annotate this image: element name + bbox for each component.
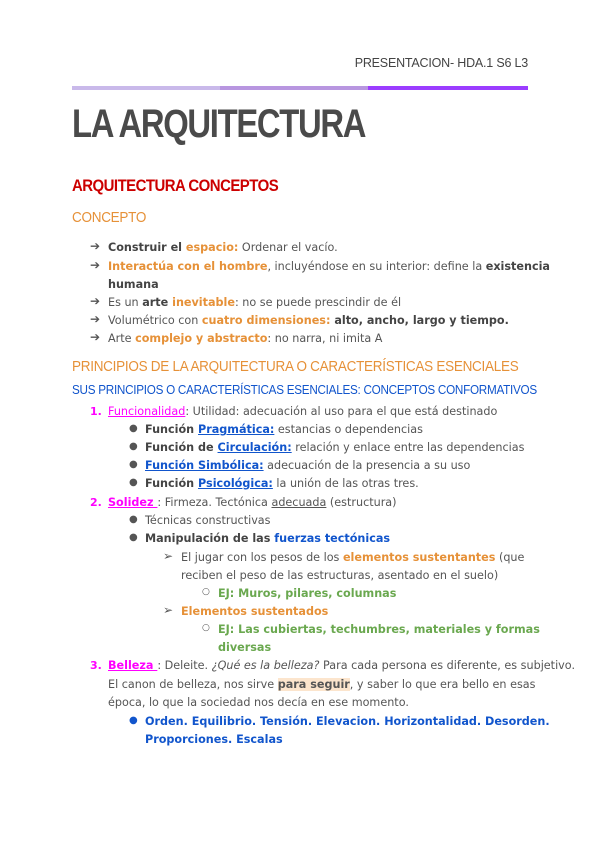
arrowhead-bullet-icon: ➢	[163, 603, 174, 617]
item-term: Orden. Equilibrio. Tensión. Elevacion. Horizontalidad. Desorden.	[145, 715, 550, 728]
header-label: PRESENTACION- HDA.1 S6 L3	[354, 56, 528, 70]
item-text: la unión de las otras tres.	[272, 477, 419, 490]
highlighted-text: para seguir	[277, 678, 350, 691]
item-bold: Función de	[145, 441, 218, 454]
term-belleza: Belleza	[108, 659, 158, 672]
list-item	[108, 330, 382, 348]
item-term: Circulación:	[217, 441, 292, 454]
item-bold: humana	[108, 278, 159, 291]
item-highlight: espacio:	[185, 241, 239, 254]
list-item-continuation: reciben el peso de las estructuras, asentado en el suelo)	[181, 569, 499, 582]
arrow-bullet-icon: ➔	[90, 312, 101, 326]
list-item	[108, 403, 497, 421]
list-number: 3.	[90, 659, 102, 672]
bullet-icon: ●	[129, 514, 138, 525]
arrowhead-bullet-icon: ➢	[163, 549, 174, 563]
list-item	[145, 421, 423, 439]
item-highlight: Elementos sustentados	[181, 605, 329, 618]
item-text: adecuación de la presencia a su uso	[263, 459, 471, 472]
list-item	[145, 530, 390, 548]
item-bold: Manipulación de las	[145, 532, 275, 545]
list-item: Técnicas constructivas	[145, 514, 271, 527]
item-term: Pragmática:	[198, 423, 275, 436]
item-text: relación y enlace entre las dependencias	[291, 441, 525, 454]
list-item-continuation	[108, 276, 159, 294]
item-highlight: elementos sustentantes	[342, 551, 496, 564]
bullet-icon: ●	[129, 477, 138, 488]
header-bar-1	[72, 86, 220, 90]
list-number: 1.	[90, 405, 102, 418]
page-title: LA ARQUITECTURA	[72, 102, 366, 146]
item-italic: ¿Qué es la belleza?	[211, 659, 320, 672]
list-item-continuation	[108, 676, 535, 694]
list-item	[108, 239, 338, 257]
arrow-bullet-icon: ➔	[90, 294, 101, 308]
list-number: 2.	[90, 496, 102, 509]
header-bar-3	[368, 86, 528, 90]
circle-bullet-icon: ○	[202, 623, 210, 633]
item-text: El jugar con los pesos de los	[181, 551, 343, 564]
list-item	[108, 657, 575, 675]
item-text: Ordenar el vacío.	[238, 241, 338, 254]
item-text: : no narra, ni imita A	[267, 332, 383, 345]
item-text: Volumétrico con	[108, 314, 202, 327]
item-text: adecuada	[271, 496, 327, 509]
list-item	[108, 312, 509, 330]
item-bold: alto, ancho, largo y tiempo.	[330, 314, 509, 327]
example-text: EJ: Muros, pilares, columnas	[218, 587, 397, 600]
item-highlight: Interactúa con el hombre	[108, 260, 268, 273]
item-text: El canon de belleza, nos sirve	[108, 678, 278, 691]
arrow-bullet-icon: ➔	[90, 330, 101, 344]
item-bold: Función	[145, 477, 199, 490]
item-text: Es un	[108, 296, 143, 309]
bullet-icon: ●	[129, 715, 138, 726]
list-item	[181, 603, 328, 621]
item-term: Proporciones. Escalas	[145, 733, 283, 746]
header-bar-2	[220, 86, 368, 90]
item-bold: arte	[142, 296, 173, 309]
list-item	[108, 294, 401, 312]
item-highlight: inevitable	[172, 296, 235, 309]
concepto-heading: CONCEPTO	[72, 209, 147, 226]
list-item	[145, 457, 470, 475]
list-item	[218, 585, 396, 603]
list-item	[145, 713, 550, 731]
item-term: Función Simbólica:	[145, 459, 264, 472]
item-text: : Utilidad: adecuación al uso para el que está destinado	[185, 405, 498, 418]
list-item	[218, 621, 540, 639]
item-text: Arte	[108, 332, 136, 345]
section-title: ARQUITECTURA CONCEPTOS	[72, 176, 279, 195]
item-highlight: cuatro dimensiones:	[201, 314, 331, 327]
item-bold: existencia	[485, 260, 550, 273]
item-term: fuerzas tectónicas	[274, 532, 391, 545]
example-text: EJ: Las cubiertas, techumbres, materiales y formas	[218, 623, 540, 636]
item-bold: Función	[145, 423, 199, 436]
list-item	[181, 549, 524, 567]
bullet-icon: ●	[129, 459, 138, 470]
example-text: diversas	[218, 641, 272, 654]
item-text: Construir el	[108, 241, 186, 254]
item-text: , y saber lo que era bello en esas	[349, 678, 536, 691]
list-item	[108, 258, 550, 276]
item-text: (estructura)	[326, 496, 397, 509]
arrow-bullet-icon: ➔	[90, 258, 101, 272]
list-item	[108, 494, 397, 512]
item-text: (que	[495, 551, 525, 564]
bullet-icon: ●	[129, 532, 138, 543]
list-item	[145, 439, 524, 457]
item-text: , incluyéndose en su interior: define la	[267, 260, 486, 273]
item-text: Para cada persona es diferente, es subjetivo.	[319, 659, 576, 672]
principios-heading: PRINCIPIOS DE LA ARQUITECTURA O CARACTERÍSTICAS ESENCIALES	[72, 358, 519, 375]
term-solidez: Solidez	[108, 496, 158, 509]
item-highlight: complejo y abstracto	[135, 332, 268, 345]
list-item	[145, 475, 419, 493]
list-item-continuation	[145, 731, 283, 749]
list-item-continuation: época, lo que la sociedad nos decía en ese momento.	[108, 696, 409, 709]
item-text: : Firmeza. Tectónica	[157, 496, 272, 509]
item-term: Psicológica:	[198, 477, 273, 490]
list-item-continuation	[218, 639, 271, 657]
circle-bullet-icon: ○	[202, 587, 210, 597]
item-text: estancias o dependencias	[274, 423, 423, 436]
arrow-bullet-icon: ➔	[90, 239, 101, 253]
bullet-icon: ●	[129, 423, 138, 434]
principios-subheading: SUS PRINCIPIOS O CARACTERÍSTICAS ESENCIALES: CONCEPTOS CONFORMATIVOS	[72, 382, 537, 397]
bullet-icon: ●	[129, 441, 138, 452]
item-text: : no se puede prescindir de él	[234, 296, 402, 309]
term-funcionalidad: Funcionalidad	[108, 405, 186, 418]
item-text: : Deleite.	[157, 659, 212, 672]
